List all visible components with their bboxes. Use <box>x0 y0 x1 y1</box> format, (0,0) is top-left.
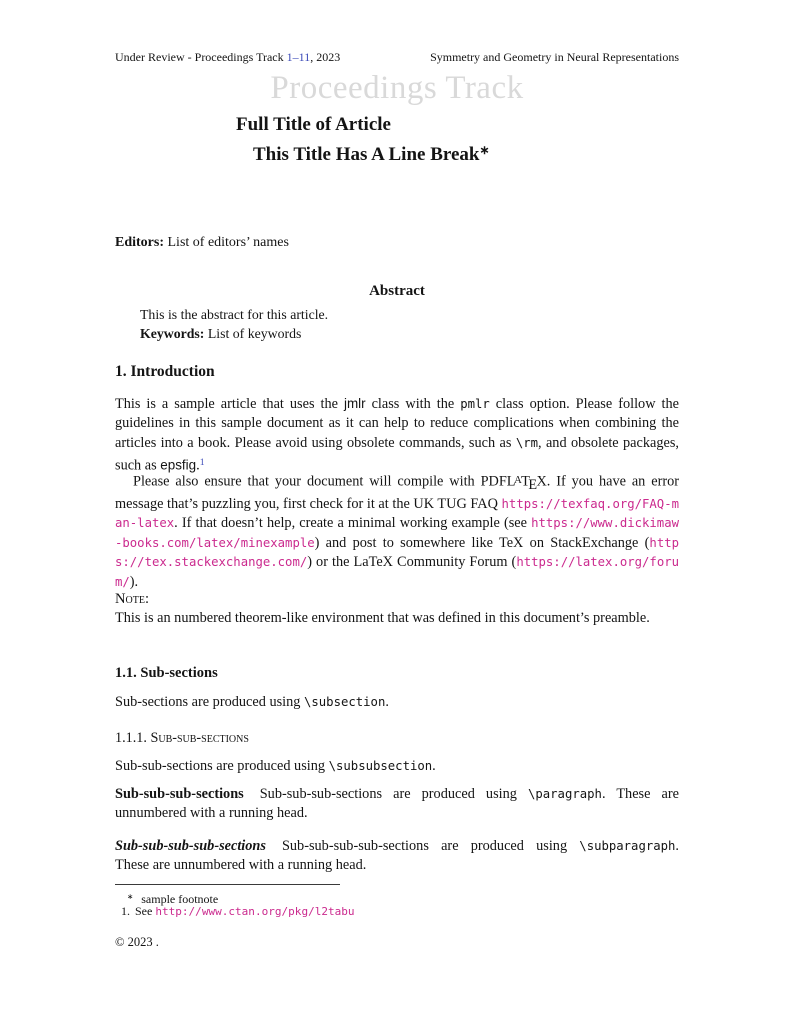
footnote-ref-link[interactable]: 1 <box>199 457 205 469</box>
subsubsection-heading-text: Sub-sub-sections <box>150 730 249 746</box>
abstract-heading: Abstract <box>369 283 425 299</box>
text-segment: . <box>196 457 200 474</box>
note-environment-label: Note: <box>115 591 150 607</box>
subsection-heading: 1.1. Sub-sections <box>115 665 218 681</box>
text-segment: T <box>521 473 530 490</box>
text-segment: Sub-sub-sections are produced using <box>115 758 329 774</box>
code-span: pmlr <box>460 397 490 411</box>
text-segment: Sub-sub-sub-sub-sections are produced using <box>281 838 580 854</box>
text-segment: . <box>432 758 436 774</box>
text-segment: Sub-sub-sub-sections are produced using <box>259 786 528 802</box>
proceedings-track-watermark: Proceedings Track <box>270 70 524 106</box>
subsection-body <box>115 693 679 712</box>
text-segment: . These are unnumbered with a running head. <box>115 786 679 822</box>
footnote-thanks-marker: ∗ <box>127 892 134 901</box>
text-segment: E <box>528 476 538 493</box>
url-link[interactable]: https://www.dickimaw-books.com/latex/minexample <box>115 516 679 550</box>
subparagraph-runin-heading: Sub-sub-sub-sub-sections <box>115 838 266 854</box>
page-range-link[interactable]: 1–11 <box>286 50 311 64</box>
keywords-label: Keywords: <box>140 325 205 341</box>
keywords-value: List of keywords <box>204 325 302 341</box>
running-head-left-suffix: , 2023 <box>310 50 341 64</box>
sans-name-span: jmlr <box>343 396 366 411</box>
text-segment: . <box>385 694 389 710</box>
text-segment: ) or the LaTeX Community Forum ( <box>307 554 517 571</box>
code-span: \rm <box>515 435 538 450</box>
running-head <box>115 50 679 65</box>
text-segment: A <box>514 475 522 486</box>
footnote-rule <box>115 884 340 885</box>
text-segment: . These are unnumbered with a running head. <box>115 838 679 874</box>
article-title-line2 <box>253 139 489 167</box>
paragraph-runin-heading: Sub-sub-sub-sections <box>115 786 244 802</box>
abstract-text: This is the abstract for this article. <box>140 307 329 322</box>
copyright-line: © 2023 . <box>115 935 159 949</box>
subsubsection-heading-number: 1.1.1. <box>115 730 147 746</box>
footnote-1 <box>121 904 355 919</box>
keywords-line <box>140 325 656 344</box>
text-segment: class option. Please follow the guidelines in this sample document as it can help to reduce complications when combining the articles into a book. Please avoid using obsolete commands, such as <box>115 396 679 451</box>
code-span: \subparagraph <box>579 839 676 853</box>
article-title-line1: Full Title of Article <box>236 114 391 135</box>
note-environment-body: This is an numbered theorem-like environment that was defined in this document’s preamble. <box>115 610 650 626</box>
footnote-thanks-text: sample footnote <box>138 891 219 906</box>
subsubsection-body <box>115 757 679 776</box>
url-link[interactable]: https://latex.org/forum/ <box>115 555 679 589</box>
footnote-1-marker: 1. <box>121 904 130 918</box>
subsubsection-heading <box>115 730 249 747</box>
abstract-body <box>140 306 656 343</box>
text-segment: Please also ensure that your document will compile with PDFL <box>133 473 516 490</box>
paragraph-block <box>115 785 679 824</box>
code-span: \subsection <box>304 695 386 709</box>
sans-name-span: epsfig <box>160 457 197 473</box>
footnote-1-url-link[interactable]: http://www.ctan.org/pkg/l2tabu <box>155 905 355 918</box>
footnote-1-text: See <box>135 904 156 918</box>
text-segment: This is a sample article that uses the <box>115 396 344 412</box>
article-title-line2-text: This Title Has A Line Break <box>253 144 480 166</box>
section-heading-introduction: 1. Introduction <box>115 363 215 380</box>
editors-label: Editors: <box>115 235 164 250</box>
introduction-paragraph-1 <box>115 394 679 476</box>
text-segment: class with the <box>365 396 461 412</box>
running-head-right: Symmetry and Geometry in Neural Representations <box>430 50 679 64</box>
editors-value: List of editors’ names <box>164 235 289 250</box>
text-segment: Sub-sections are produced using <box>115 694 304 710</box>
introduction-paragraph-2 <box>115 471 679 592</box>
url-link[interactable]: https://tex.stackexchange.com/ <box>115 535 679 570</box>
text-segment: . If that doesn’t help, create a minimal working example (see <box>174 515 532 532</box>
title-thanks-asterisk: ∗ <box>479 144 490 157</box>
text-segment: ). <box>129 573 139 590</box>
editors-line <box>115 234 289 252</box>
code-span: \paragraph <box>527 787 602 801</box>
running-head-left-prefix: Under Review - Proceedings Track <box>115 50 287 64</box>
running-head-left <box>115 50 340 65</box>
text-segment: ) and post to somewhere like TeX on StackExchange ( <box>314 534 650 551</box>
url-link[interactable]: https://texfaq.org/FAQ-man-latex <box>115 496 679 531</box>
subparagraph-block <box>115 837 679 876</box>
code-span: \subsubsection <box>328 759 433 773</box>
text-segment: X. If you have an error message that’s puzzling you, first check for it at the UK TUG FAQ <box>115 473 679 512</box>
text-segment: , and obsolete packages, such as <box>115 434 679 474</box>
